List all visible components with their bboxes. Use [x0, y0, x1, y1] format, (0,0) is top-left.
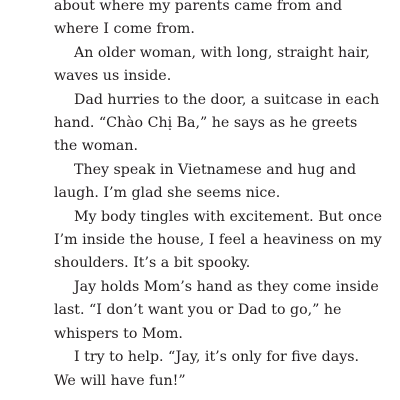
paragraph: My body tingles with excitement. But once I’m inside the house, I feel a heaviness on my shoulders. It’s a bit spooky. — [54, 208, 382, 272]
paragraph: Jay holds Mom’s hand as they come inside last. “I don’t want you or Dad to go,” he whispers to Mom. — [54, 278, 379, 342]
paragraph: I try to help. “Jay, it’s only for five days. We will have fun!” — [54, 349, 360, 389]
paragraph: about where my parents came from and where I come from. — [54, 0, 343, 38]
body-text — [54, 0, 384, 393]
paragraph: An older woman, with long, straight hair, waves us inside. — [54, 44, 370, 85]
paragraph: Dad hurries to the door, a suitcase in each hand. “Chào Chị Ba,” he says as he greets the woman. — [54, 91, 380, 155]
paragraph: They speak in Vietnamese and hug and laugh. I’m glad she seems nice. — [54, 161, 357, 202]
